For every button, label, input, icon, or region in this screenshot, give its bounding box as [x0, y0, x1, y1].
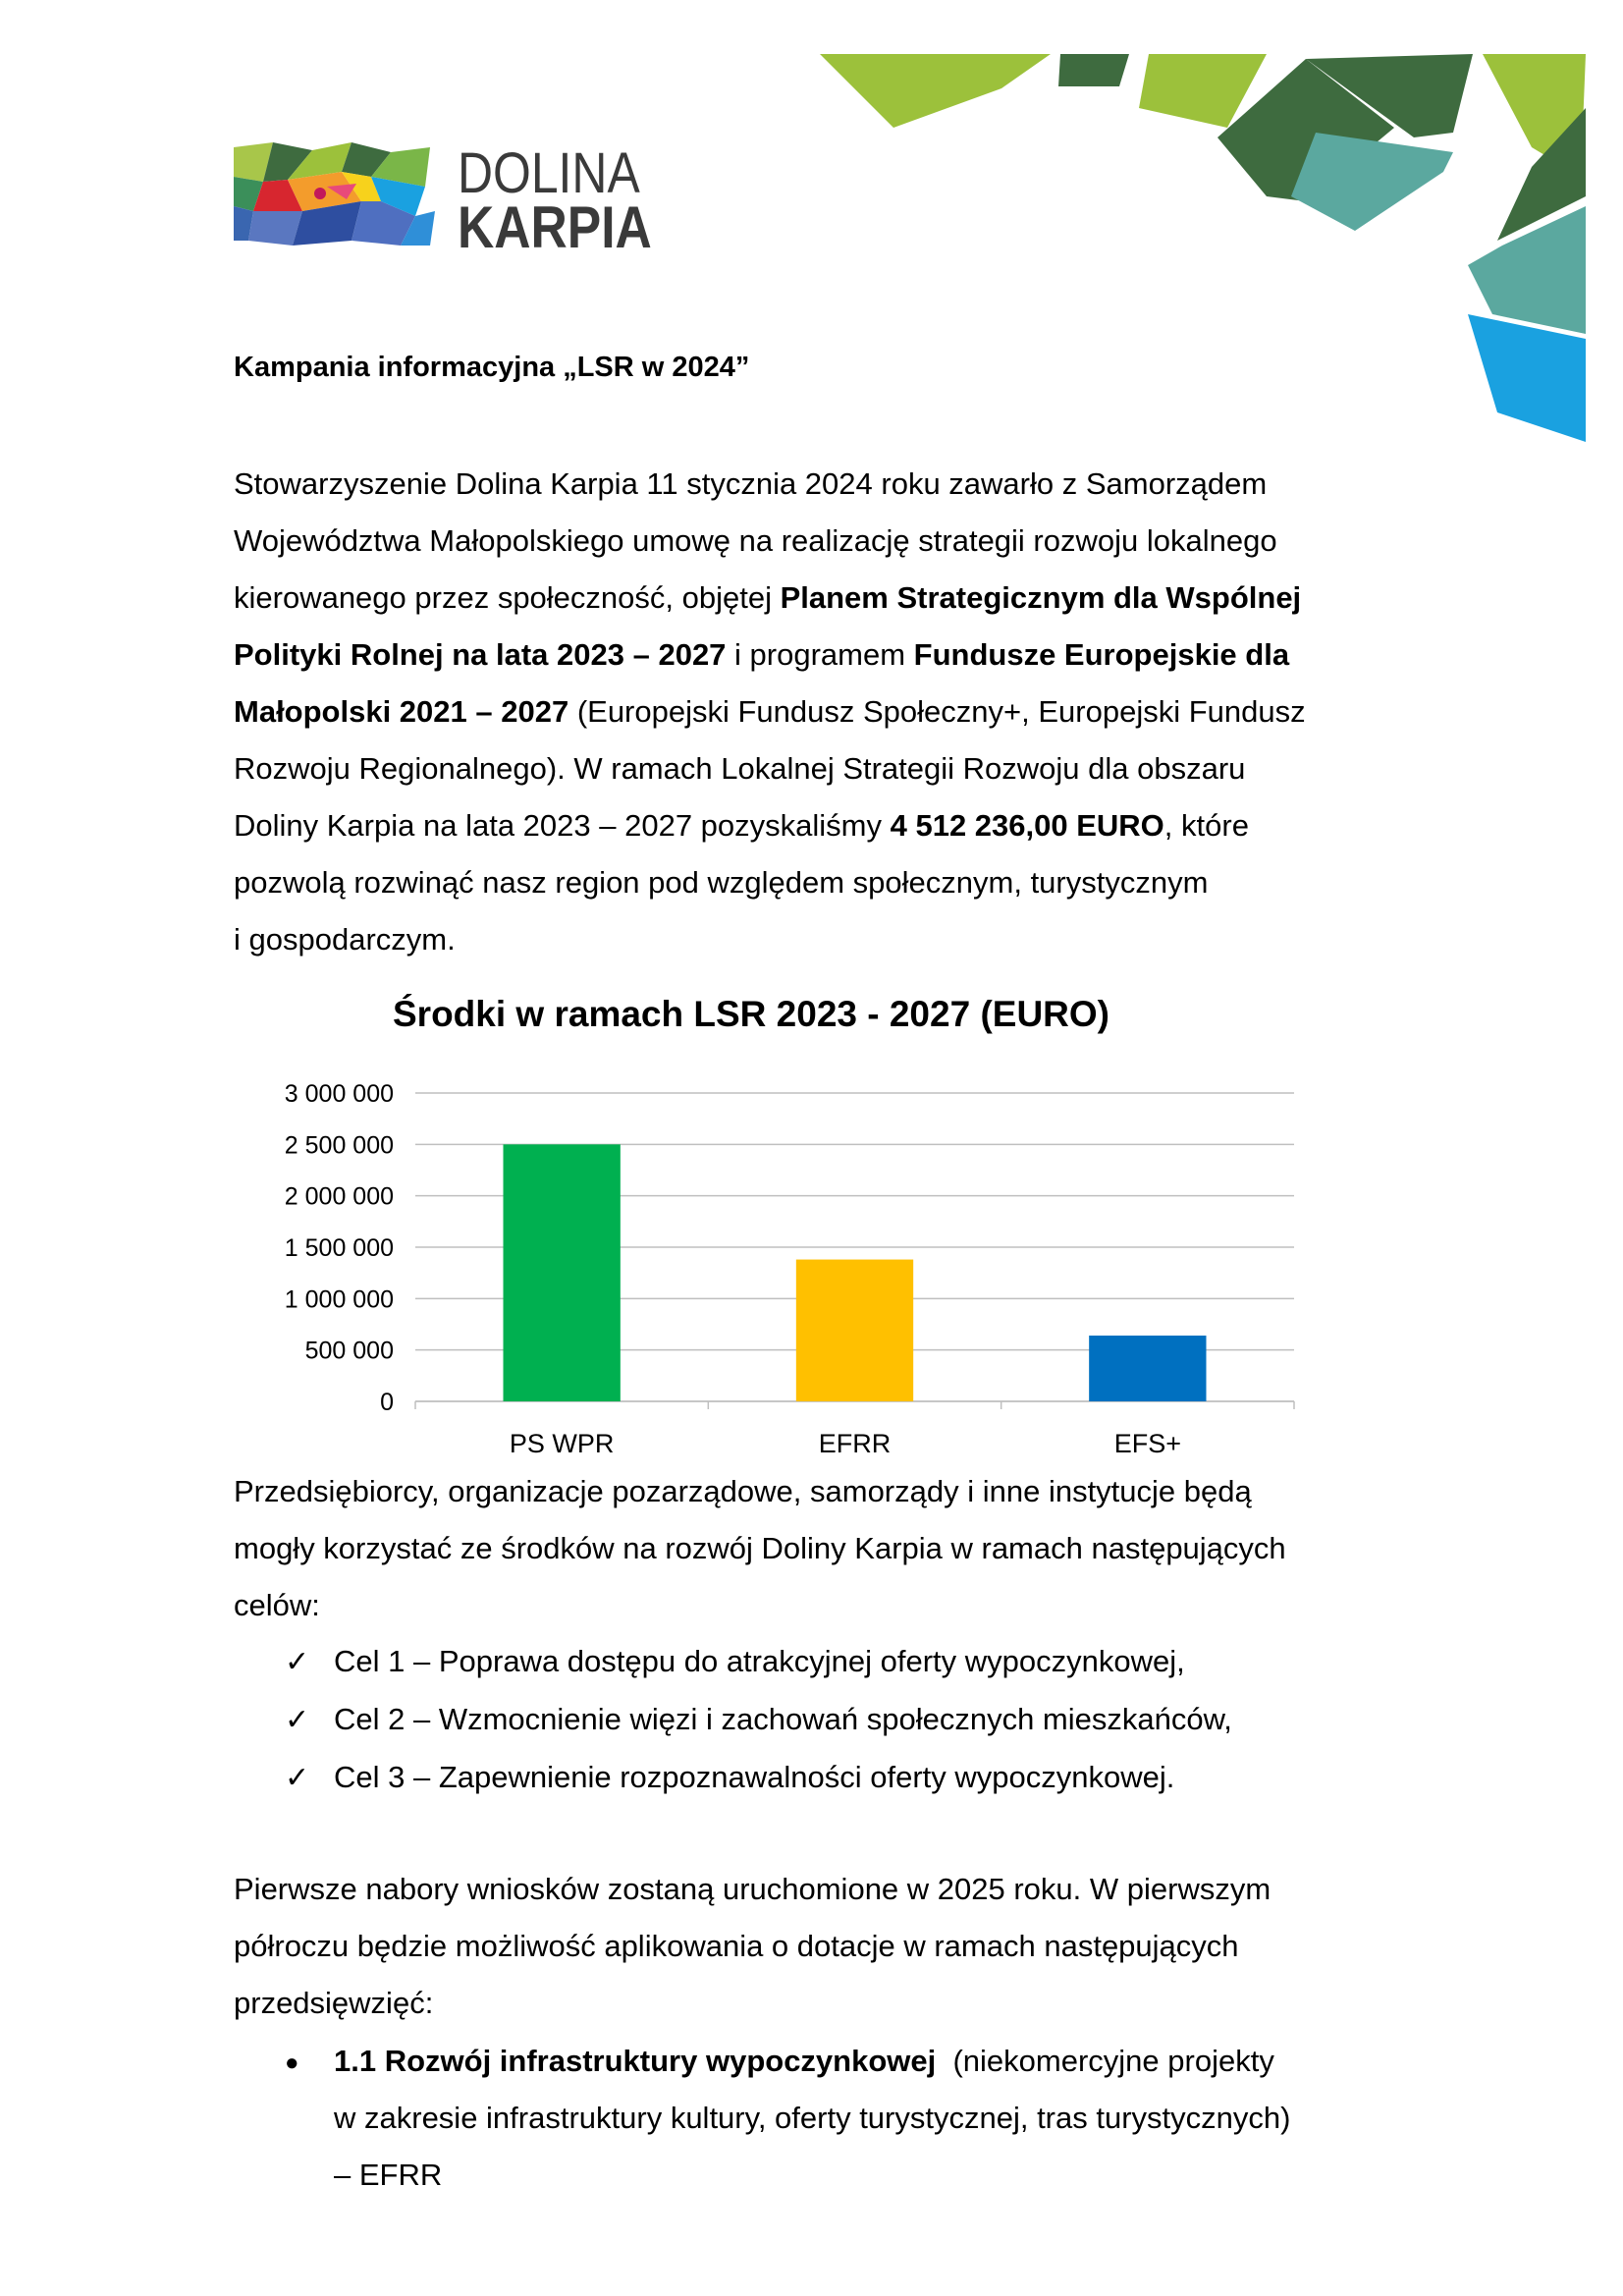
intro-bold-2: Polityki Rolnej na lata 2023 – 2027 — [234, 637, 727, 672]
page-title: Kampania informacyjna „LSR w 2024” — [234, 352, 750, 383]
x-category-label: EFRR — [818, 1429, 892, 1458]
intro-bold-3: Fundusze Europejskie dla — [913, 637, 1290, 672]
list-item — [285, 1691, 1232, 1749]
y-tick-label: 2 500 000 — [284, 1131, 394, 1160]
bullet-icon: ● — [285, 2050, 299, 2076]
dolina-karpia-logo — [234, 142, 440, 250]
goals-list — [285, 1633, 1232, 1807]
y-tick-label: 1 000 000 — [284, 1285, 394, 1314]
intro-text-7: Doliny Karpia na lata 2023 – 2027 pozyskaliśmy — [234, 808, 891, 843]
checkmark-icon: ✓ — [285, 1646, 310, 1678]
intro-text-5: (Europejski Fundusz Społeczny+, Europejski Fundusz — [568, 694, 1306, 729]
y-tick-label: 2 000 000 — [284, 1182, 394, 1211]
goal-text: Cel 1 – Poprawa dostępu do atrakcyjnej oferty wypoczynkowej, — [334, 1644, 1185, 1678]
list-item — [285, 1633, 1232, 1691]
intro-text-3: kierowanego przez społeczność, objętej — [234, 580, 781, 615]
checkmark-icon: ✓ — [285, 1762, 310, 1794]
intro-bold-4: Małopolski 2021 – 2027 — [234, 694, 569, 729]
measure-desc-1: (niekomercyjne projekty — [936, 2044, 1274, 2078]
x-category-label: EFS+ — [1113, 1429, 1181, 1458]
intro-paragraph — [234, 456, 1412, 968]
paragraph-calls — [234, 1861, 1412, 2032]
para2-line-3: celów: — [234, 1588, 320, 1622]
y-tick-label: 3 000 000 — [284, 1080, 394, 1108]
measure-text — [334, 2033, 1290, 2204]
x-category-label: PS WPR — [509, 1429, 615, 1458]
intro-text-4: i programem — [726, 637, 914, 672]
measure-desc-3: – EFRR — [334, 2158, 443, 2192]
intro-text-8: , które — [1163, 808, 1249, 843]
intro-text-10: i gospodarczym. — [234, 922, 456, 957]
para3-line-3: przedsięwzięć: — [234, 1986, 434, 2020]
intro-bold-1: Planem Strategicznym dla Wspólnej — [780, 580, 1302, 615]
measure-title: 1.1 Rozwój infrastruktury wypoczynkowej — [334, 2044, 937, 2078]
para2-line-1: Przedsiębiorcy, organizacje pozarządowe, samorządy i inne instytucje będą — [234, 1474, 1252, 1508]
funding-bar-chart — [234, 1066, 1333, 1458]
y-tick-label: 1 500 000 — [284, 1234, 394, 1262]
intro-text-9: pozwolą rozwinąć nasz region pod względem społecznym, turystycznym — [234, 865, 1209, 900]
para3-line-1: Pierwsze nabory wniosków zostaną uruchomione w 2025 roku. W pierwszym — [234, 1872, 1271, 1906]
bar — [504, 1144, 621, 1401]
para3-line-2: półroczu będzie możliwość aplikowania o dotacje w ramach następujących — [234, 1929, 1239, 1963]
chart-title: Środki w ramach LSR 2023 - 2027 (EURO) — [393, 994, 1109, 1034]
list-item — [285, 1749, 1232, 1807]
intro-text-2: Województwa Małopolskiego umowę na realizację strategii rozwoju lokalnego — [234, 523, 1277, 558]
paragraph-beneficiaries — [234, 1463, 1412, 1634]
logo-wordmark — [458, 141, 683, 260]
goal-text: Cel 2 – Wzmocnienie więzi i zachowań społecznych mieszkańców, — [334, 1702, 1232, 1736]
y-tick-label: 0 — [380, 1389, 394, 1416]
intro-text-6: Rozwoju Regionalnego). W ramach Lokalnej Strategii Rozwoju dla obszaru — [234, 751, 1246, 786]
logo-line-1: DOLINA — [458, 141, 640, 205]
bar — [796, 1260, 913, 1401]
bar — [1089, 1336, 1206, 1401]
measure-desc-2: w zakresie infrastruktury kultury, oferty turystycznej, tras turystycznych) — [334, 2101, 1291, 2135]
intro-text-1: Stowarzyszenie Dolina Karpia 11 stycznia 2024 roku zawarło z Samorządem — [234, 466, 1268, 501]
checkmark-icon: ✓ — [285, 1704, 310, 1736]
y-tick-label: 500 000 — [304, 1337, 394, 1365]
intro-bold-amount: 4 512 236,00 EURO — [890, 808, 1164, 843]
para2-line-2: mogły korzystać ze środków na rozwój Doliny Karpia w ramach następujących — [234, 1531, 1286, 1565]
list-item — [285, 2033, 1414, 2204]
logo-line-2: KARPIA — [458, 194, 652, 260]
goal-text: Cel 3 – Zapewnienie rozpoznawalności oferty wypoczynkowej. — [334, 1760, 1175, 1794]
measures-list — [285, 2033, 1414, 2204]
